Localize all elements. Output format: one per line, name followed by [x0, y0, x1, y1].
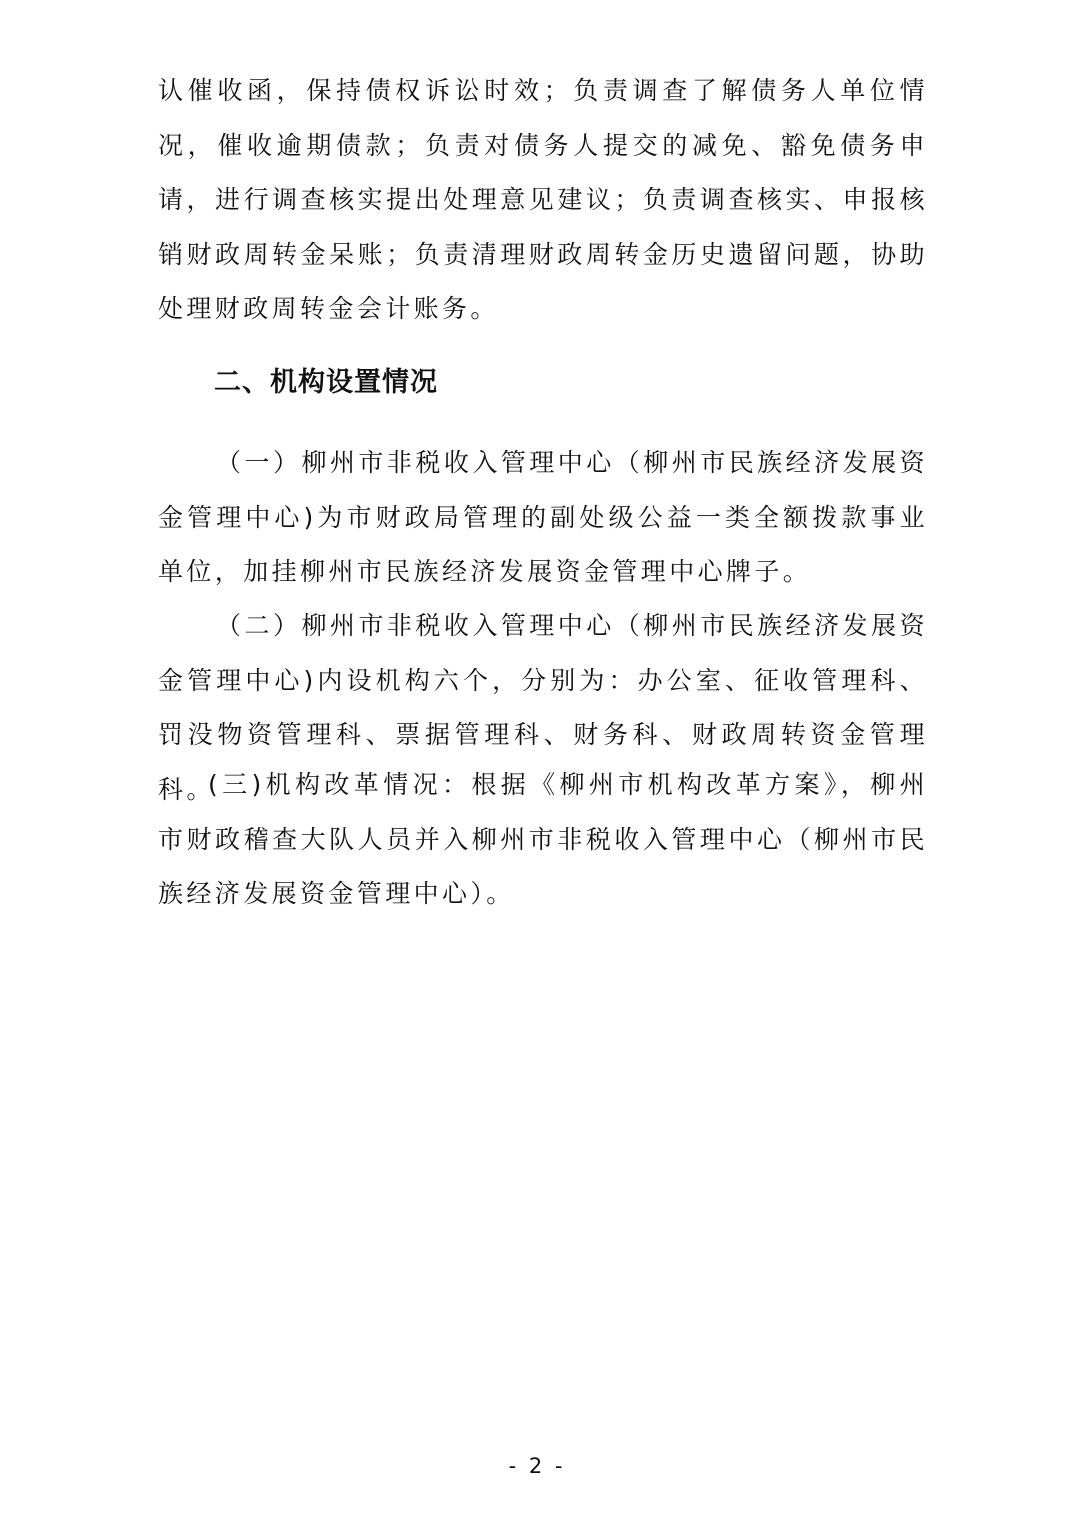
paragraph-2: （二）柳州市非税收入管理中心（柳州市民族经济发展资金管理中心)内设机构六个，分别为：办公室、征收管理科、罚没物资管理科、票据管理科、财务科、财政周转资金管理科。	[158, 611, 928, 804]
continued-paragraph: 认催收函，保持债权诉讼时效；负责调查了解债务人单位情况，催收逾期债款；负责对债务人提交的减免、豁免债务申请，进行调查核实提出处理意见建议；负责调查核实、申报核销财政周转金呆账；负责清理财政周转金历史遗留问题，协助处理财政周转金会计账务。	[158, 76, 928, 323]
paragraph-1: （一）柳州市非税收入管理中心（柳州市民族经济发展资金管理中心)为市财政局管理的副处级公益一类全额拨款事业单位，加挂柳州市民族经济发展资金管理中心牌子。	[158, 448, 928, 586]
section-heading: 二、机构设置情况	[214, 367, 438, 398]
paragraph-3: (三)机构改革情况：根据《柳州市机构改革方案》，柳州市财政稽查大队人员并入柳州市非税收入管理中心（柳州市民族经济发展资金管理中心）。	[158, 770, 928, 908]
page-number: - 2 -	[508, 1454, 566, 1478]
